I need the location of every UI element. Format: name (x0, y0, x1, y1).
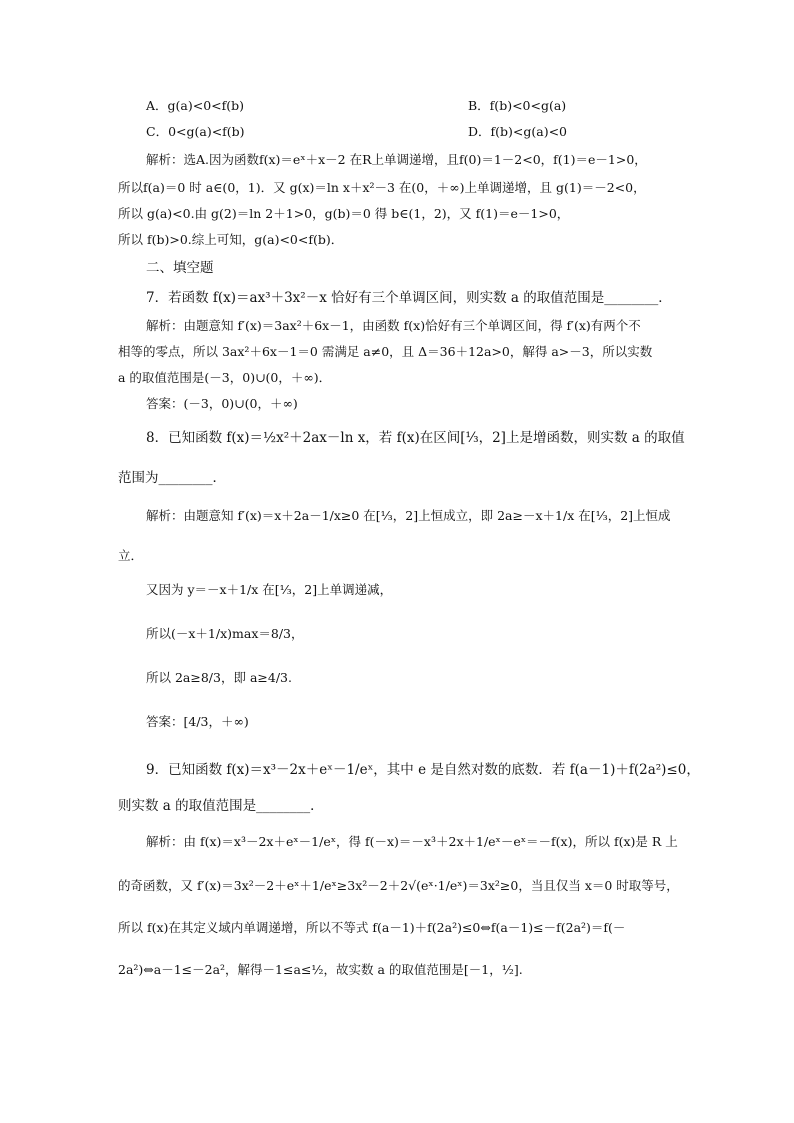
q9-question-line: 则实数 a 的取值范围是________． (118, 798, 324, 814)
q8-solution-line: 立． (118, 548, 144, 563)
q6-solution-line: 所以 g(a)<0.由 g(2)＝ln 2＋1>0，g(b)＝0 得 b∈(1，2)，又 f(1)＝e－1>0， (118, 206, 570, 221)
q9-solution-line: 所以 f(x)在其定义域内单调递增，所以不等式 f(a－1)＋f(2a²)≤0⇔f(a－1)≤－f(2a²)＝f(－ (118, 920, 626, 935)
q9-solution-line: 2a²)⇔a－1≤－2a²，解得－1≤a≤½，故实数 a 的取值范围是[－1，½]. (118, 962, 523, 977)
option-a: A．g(a)<0<f(b) (146, 98, 245, 113)
q7-solution-line: 解析：由题意知 f′(x)＝3ax²＋6x－1，由函数 f(x)恰好有三个单调区间，得 f′(x)有两个不 (146, 318, 641, 333)
q6-solution-line: 解析：选A.因为函数f(x)＝eˣ＋x－2 在R上单调递增，且f(0)＝1－2<0，f(1)＝e－1>0， (146, 152, 647, 167)
q8-solution-line: 解析：由题意知 f′(x)＝x＋2a－1/x≥0 在[⅓，2]上恒成立，即 2a≥－x＋1/x 在[⅓，2]上恒成 (146, 508, 671, 523)
option-b: B．f(b)<0<g(a) (468, 98, 567, 113)
q7-solution-line: a 的取值范围是(－3，0)∪(0，＋∞)． (118, 370, 332, 385)
q8-question-line: 8．已知函数 f(x)＝½x²＋2ax－ln x，若 f(x)在区间[⅓，2]上是增函数，则实数 a 的取值 (146, 430, 685, 446)
section-title: 二、填空题 (146, 260, 214, 276)
option-d: D．f(b)<g(a)<0 (468, 124, 568, 139)
q7-answer: 答案：(－3，0)∪(0，＋∞) (146, 396, 298, 411)
q8-solution-line: 又因为 y＝－x＋1/x 在[⅓，2]上单调递减， (146, 582, 393, 597)
q6-solution-line: 所以 f(b)>0.综上可知，g(a)<0<f(b)． (118, 232, 344, 247)
q9-solution-line: 解析：由 f(x)＝x³－2x＋eˣ－1/eˣ，得 f(－x)＝－x³＋2x＋1/eˣ－eˣ＝－f(x)，所以 f(x)是 R 上 (146, 834, 678, 849)
q7-solution-line: 相等的零点，所以 3ax²＋6x－1＝0 需满足 a≠0，且 Δ＝36＋12a>0，解得 a>－3，所以实数 (118, 344, 653, 359)
q7-question: 7．若函数 f(x)＝ax³＋3x²－x 恰好有三个单调区间，则实数 a 的取值范围是________． (146, 290, 672, 306)
q8-question-line: 范围为________． (118, 470, 226, 486)
q8-solution-line: 所以(－x＋1/x)max＝8/3， (146, 626, 304, 641)
q9-solution-line: 的奇函数，又 f′(x)＝3x²－2＋eˣ＋1/eˣ≥3x²－2＋2√(eˣ·1/eˣ)＝3x²≥0，当且仅当 x＝0 时取等号， (118, 878, 679, 893)
q8-answer: 答案：[4/3，＋∞) (146, 714, 249, 729)
q8-solution-line: 所以 2a≥8/3，即 a≥4/3. (146, 670, 292, 685)
option-c: C．0<g(a)<f(b) (146, 124, 245, 139)
q9-question-line: 9．已知函数 f(x)＝x³－2x＋eˣ－1/eˣ，其中 e 是自然对数的底数．若 f(a－1)＋f(2a²)≤0， (146, 762, 700, 778)
q6-solution-line: 所以f(a)＝0 时 a∈(0，1)．又 g(x)＝ln x＋x²－3 在(0，＋∞)上单调递增，且 g(1)＝－2<0， (118, 180, 646, 195)
